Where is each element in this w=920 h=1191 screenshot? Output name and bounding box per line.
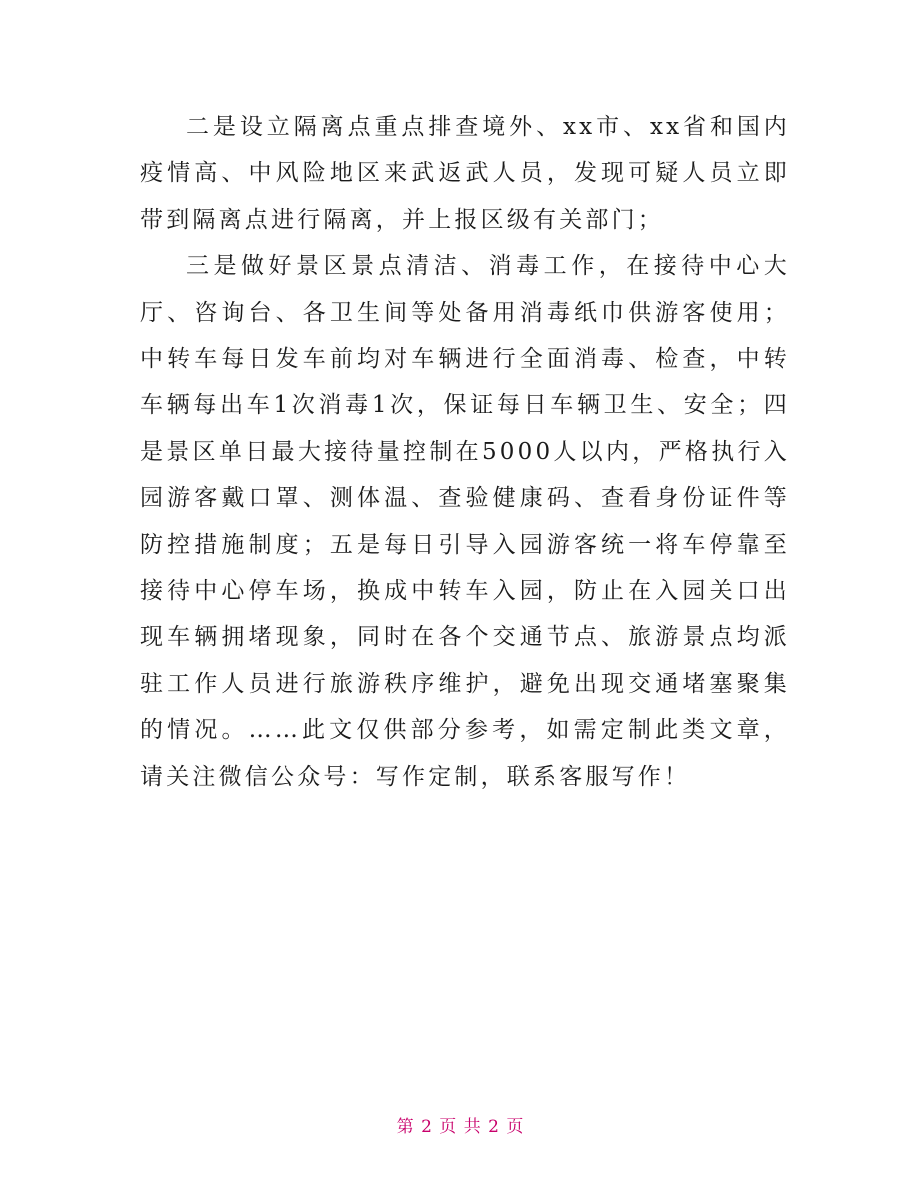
document-body [140,104,790,800]
paragraph-disinfection: 三是做好景区景点清洁、消毒工作，在接待中心大厅、咨询台、各卫生间等处备用消毒纸巾供游客使用；中转车每日发车前均对车辆进行全面消毒、检查，中转车辆每出车1次消毒1次，保证每日车辆卫生、安全；四是景区单日最大接待量控制在5000人以内，严格执行入园游客戴口罩、测体温、查验健康码、查看身份证件等防控措施制度；五是每日引导入园游客统一将车停靠至接待中心停车场，换成中转车入园，防止在入园关口出现车辆拥堵现象，同时在各个交通节点、旅游景点均派驻工作人员进行旅游秩序维护，避免出现交通堵塞聚集的情况。……此文仅供部分参考，如需定制此类文章，请关注微信公众号：写作定制，联系客服写作！ [140,253,790,790]
paragraph-quarantine: 二是设立隔离点重点排查境外、xx市、xx省和国内疫情高、中风险地区来武返武人员，发现可疑人员立即带到隔离点进行隔离，并上报区级有关部门； [140,114,790,233]
page-number-footer: 第 2 页 共 2 页 [396,1117,524,1137]
